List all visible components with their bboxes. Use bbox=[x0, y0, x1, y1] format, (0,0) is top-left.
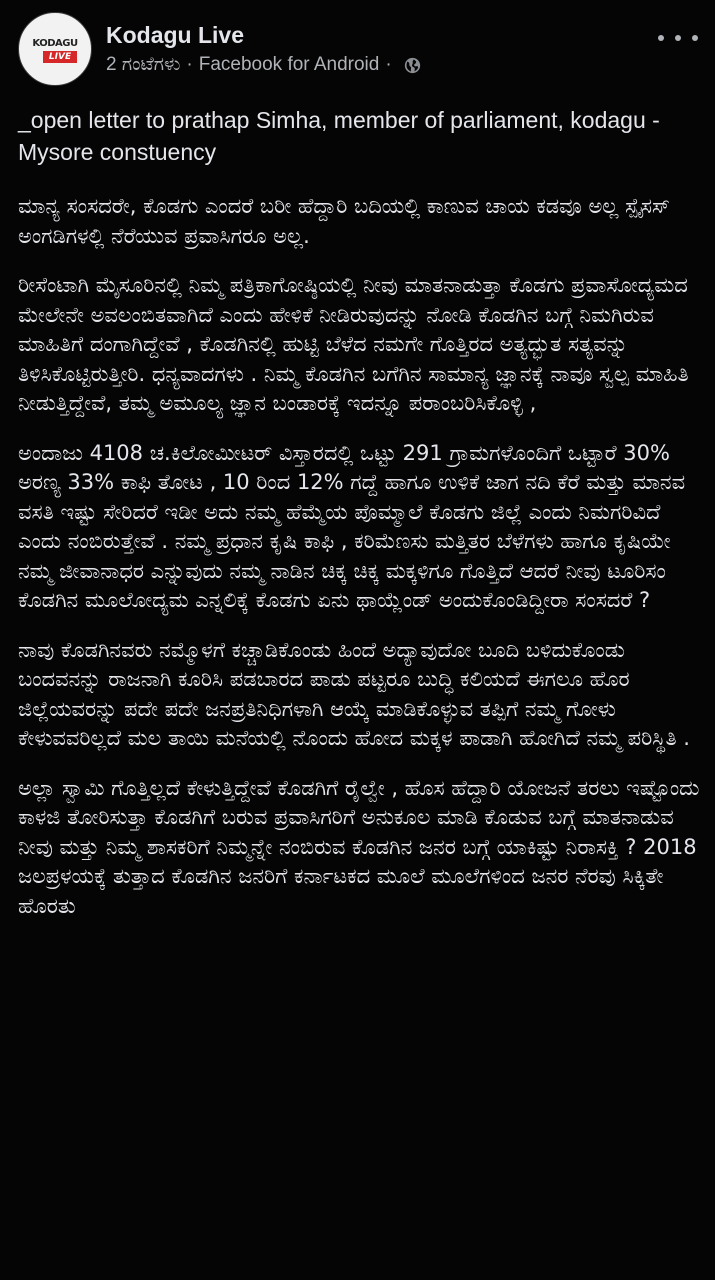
post-body bbox=[18, 104, 700, 941]
post-header bbox=[18, 10, 698, 86]
more-options-icon[interactable] bbox=[658, 28, 698, 48]
post-paragraph: ಅಲ್ಲಾ ಸ್ವಾಮಿ ಗೊತ್ತಿಲ್ಲದೆ ಕೇಳುತ್ತಿದ್ದೇವೆ ಕೊಡಗಿಗೆ ರೈಲ್ವೇ , ಹೊಸ ಹೆದ್ದಾರಿ ಯೋಜನೆ ತರಲು ಇಷ್ಟೊಂದು ಕಾಳಜಿ ತೋರಿಸುತ್ತಾ ಕೊಡಗಿಗೆ ಬರುವ ಪ್ರವಾಸಿಗರಿಗೆ ಅನುಕೂಲ ಮಾಡಿ ಕೊಡುವ ಬಗ್ಗೆ ಮಾತನಾಡುವ ನೀವು ಮತ್ತು ನಿಮ್ಮ ಶಾಸಕರಿಗೆ ನಿಮ್ಮನ್ನೇ ನಂಬಿರುವ ಕೊಡಗಿನ ಜನರ ಬಗ್ಗೆ ಯಾಕಿಷ್ಟು ನಿರಾಸಕ್ತಿ ? 2018 ಜಲಪ್ರಳಯಕ್ಕೆ ತುತ್ತಾದ ಕೊಡಗಿನ ಜನರಿಗೆ ಕರ್ನಾಟಕದ ಮೂಲೆ ಮೂಲೆಗಳಿಂದ ಜನರ ನೆರವು ಸಿಕ್ಕಿತೇ ಹೊರತು bbox=[18, 775, 700, 918]
more-dot bbox=[658, 35, 664, 41]
post-source: Facebook for Android bbox=[198, 54, 380, 75]
meta-separator: · bbox=[186, 54, 193, 75]
globe-icon[interactable] bbox=[404, 57, 421, 74]
post-title: _open letter to prathap Simha, member of parliament, kodagu - Mysore constuency bbox=[18, 107, 660, 165]
post-paragraph: ರೀಸೆಂಟಾಗಿ ಮೈಸೂರಿನಲ್ಲಿ ನಿಮ್ಮ ಪತ್ರಿಕಾಗೋಷ್ಠಿಯಲ್ಲಿ ನೀವು ಮಾತನಾಡುತ್ತಾ ಕೊಡಗು ಪ್ರವಾಸೋದ್ಯಮದ ಮೇಲೇನೇ ಅವಲಂಬಿತವಾಗಿದೆ ಎಂದು ಹೇಳಿಕೆ ನೀಡಿರುವುದನ್ನು ನೋಡಿ ಕೊಡಗಿನ ಬಗ್ಗೆ ನಿಮಗಿರುವ ಮಾಹಿತಿಗೆ ದಂಗಾಗಿದ್ದೇವೆ , ಕೊಡಗಿನಲ್ಲಿ ಹುಟ್ಟಿ ಬೆಳೆದ ನಮಗೇ ಗೊತ್ತಿರದ ಅತ್ಯದ್ಭುತ ಸತ್ಯವನ್ನು ತಿಳಿಸಿಕೊಟ್ಟಿರುತ್ತೀರಿ. ಧನ್ಯವಾದಗಳು . ನಿಮ್ಮ ಕೊಡಗಿನ ಬಗೆಗಿನ ಸಾಮಾನ್ಯ ಜ್ಞಾನಕ್ಕೆ ನಾವೂ ಸ್ವಲ್ಪ ಮಾಹಿತಿ ನೀಡುತ್ತಿದ್ದೇವೆ, ತಮ್ಮ ಅಮೂಲ್ಯ ಜ್ಞಾನ ಬಂಡಾರಕ್ಕೆ ಇದನ್ನೂ ಪರಾಂಬರಿಸಿಕೊಳ್ಳಿ , bbox=[18, 273, 689, 415]
more-dot bbox=[675, 35, 681, 41]
meta-separator: · bbox=[385, 54, 392, 75]
page-name-link[interactable]: Kodagu Live bbox=[106, 22, 245, 48]
post-paragraph: ಅಂದಾಜು 4108 ಚ.ಕಿಲೋಮೀಟರ್ ವಿಸ್ತಾರದಲ್ಲಿ ಒಟ್ಟು 291 ಗ್ರಾಮಗಳೊಂದಿಗೆ ಒಟ್ಟಾರೆ 30% ಅರಣ್ಯ 33% ಕಾಫಿ ತೋಟ , 10 ರಿಂದ 12% ಗದ್ದೆ ಹಾಗೂ ಉಳಿಕೆ ಜಾಗ ನದಿ ಕೆರೆ ಮತ್ತು ಮಾನವ ವಸತಿ ಇಷ್ಟು ಸೇರಿದರೆ ಇಡೀ ಅದು ನಮ್ಮ ಹೆಮ್ಮೆಯ ಪೊಮ್ಮಾಲೆ ಕೊಡಗು ಜಿಲ್ಲೆ ಎಂದು ನಿಮಗರಿವಿದೆ ಎಂದು ನಂಬಿರುತ್ತೇವೆ . ನಮ್ಮ ಪ್ರಧಾನ ಕೃಷಿ ಕಾಫಿ , ಕರಿಮೆಣಸು ಮತ್ತಿತರ ಬೆಳೆಗಳು ಹಾಗೂ ಕೃಷಿಯೇ ನಮ್ಮ ಜೀವಾನಾಧರ ಎನ್ನುವುದು ನಮ್ಮ ನಾಡಿನ ಚಿಕ್ಕ ಚಿಕ್ಕ ಮಕ್ಕಳಿಗೂ ಗೊತ್ತಿದೆ ಆದರೆ ನೀವು ಟೂರಿಸಂ ಕೊಡಗಿನ ಮೂಲೋದ್ಯಮ ಎನ್ನಲಿಕ್ಕೆ ಕೊಡಗು ಏನು ಥಾಯ್ಲೆಂಡ್ ಅಂದುಕೊಂಡಿದ್ದೀರಾ ಸಂಸದರೆ ? bbox=[18, 440, 686, 612]
post-paragraph: ಮಾನ್ಯ ಸಂಸದರೇ, ಕೊಡಗು ಎಂದರೆ ಬರೀ ಹೆದ್ದಾರಿ ಬದಿಯಲ್ಲಿ ಕಾಣುವ ಚಾಯ ಕಡವೂ ಅಲ್ಲ ಸ್ಪೈಸಸ್ ಅಂಗಡಿಗಳಲ್ಲಿ ನೆರೆಯುವ ಪ್ರವಾಸಿಗರೂ ಅಲ್ಲ. bbox=[18, 194, 670, 248]
post-meta bbox=[106, 54, 421, 76]
avatar-logo-badge: LIVE bbox=[43, 51, 77, 63]
post-paragraph: ನಾವು ಕೊಡಗಿನವರು ನಮ್ಮೊಳಗೆ ಕಚ್ಚಾಡಿಕೊಂಡು ಹಿಂದೆ ಅದ್ಯಾವುದೋ ಬೂದಿ ಬಳಿದುಕೊಂಡು ಬಂದವನನ್ನು ರಾಜನಾಗಿ ಕೂರಿಸಿ ಪಡಬಾರದ ಪಾಡು ಪಟ್ಟರೂ ಬುದ್ಧಿ ಕಲಿಯದೆ ಈಗಲೂ ಹೊರ ಜಿಲ್ಲೆಯವರನ್ನು ಪದೇ ಪದೇ ಜನಪ್ರತಿನಿಧಿಗಳಾಗಿ ಆಯ್ಕೆ ಮಾಡಿಕೊಳ್ಳುವ ತಪ್ಪಿಗೆ ನಮ್ಮ ಗೋಳು ಕೇಳುವವರಿಲ್ಲದೆ ಮಲ ತಾಯಿ ಮನೆಯಲ್ಲಿ ನೊಂದು ಹೋದ ಮಕ್ಕಳ ಪಾಡಾಗಿ ಹೋಗಿದೆ ನಮ್ಮ ಪರಿಸ್ಥಿತಿ . bbox=[18, 637, 690, 750]
post-time[interactable]: 2 ಗಂಟೆಗಳು bbox=[106, 54, 181, 75]
more-dot bbox=[692, 35, 698, 41]
avatar[interactable] bbox=[18, 12, 92, 86]
avatar-logo-text: KODAGU bbox=[32, 38, 78, 49]
